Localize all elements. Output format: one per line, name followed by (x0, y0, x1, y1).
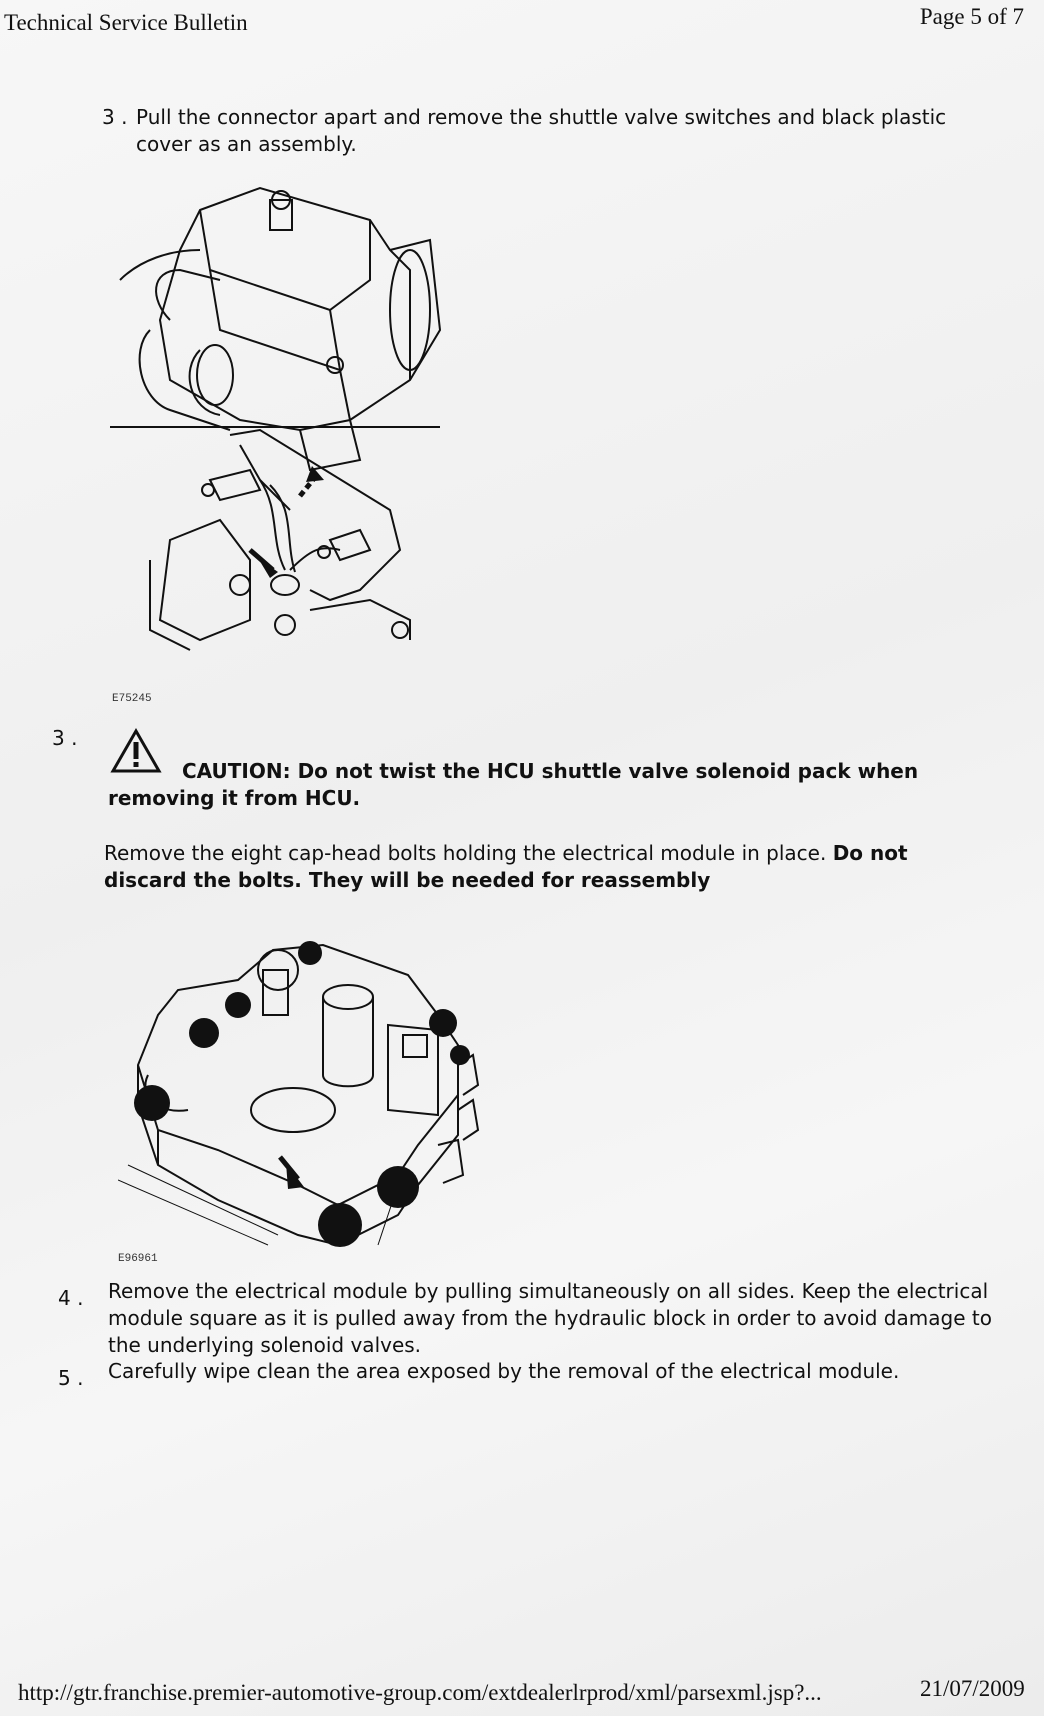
figure-code: E75245 (112, 693, 152, 705)
step-number: 3 . (102, 105, 128, 129)
electrical-module-illustration (118, 935, 508, 1255)
step-text: Carefully wipe clean the area exposed by the removal of the electrical module. (108, 1359, 900, 1383)
header-title: Technical Service Bulletin (4, 10, 248, 35)
step-text: Remove the electrical module by pulling simultaneously on all sides. Keep the electrical module square as it is pulled away from the hydraulic block in order to avoid damage to the underlying solenoid valves. (108, 1279, 992, 1357)
caution-text: CAUTION: Do not twist the HCU shuttle valve solenoid pack when removing it from HCU. (108, 759, 919, 810)
step-number: 4 . (58, 1286, 84, 1310)
hcu-shuttle-valve-illustration (110, 180, 490, 700)
step-text-bold: Do not discard the bolts. They will be needed for reassembly (104, 841, 908, 892)
step-text (104, 840, 964, 894)
figure-code: E96961 (118, 1253, 158, 1265)
step-number: 3 . (52, 726, 78, 750)
page-number: Page 5 of 7 (919, 4, 1024, 29)
step-number: 5 . (58, 1366, 84, 1390)
step-text-normal: Remove the eight cap-head bolts holding the electrical module in place. (104, 841, 827, 865)
step-text: Pull the connector apart and remove the shuttle valve switches and black plastic cover as an assembly. (136, 105, 947, 156)
footer-url: http://gtr.franchise.premier-automotive-group.com/extdealerlrprod/xml/parsexml.jsp?... (18, 1680, 822, 1705)
footer-date: 21/07/2009 (920, 1676, 1025, 1701)
